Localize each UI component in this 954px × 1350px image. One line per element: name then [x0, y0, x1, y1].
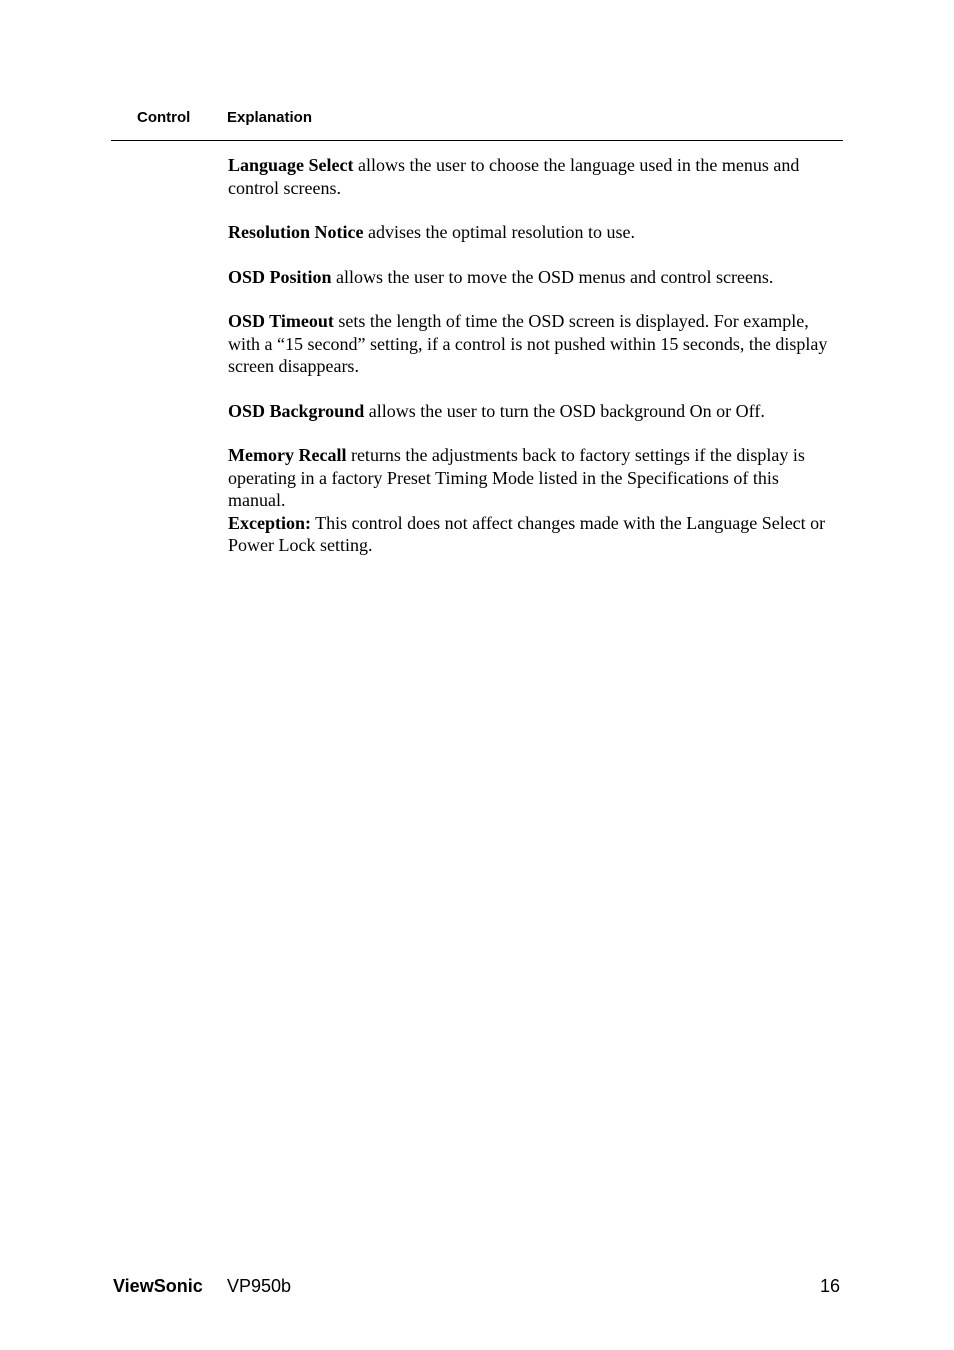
entry-text: advises the optimal resolution to use.: [363, 222, 635, 242]
entry-osd-background: [228, 400, 840, 423]
entry-memory-recall: [228, 444, 840, 512]
entry-term: Resolution Notice: [228, 222, 364, 242]
entry-term: Language Select: [228, 155, 354, 175]
entry-term: OSD Background: [228, 400, 365, 421]
entry-text: This control does not affect changes made with the Language Select or Power Lock setting.: [228, 512, 826, 555]
entry-text: allows the user to move the OSD menus and control screens.: [331, 266, 774, 287]
entry-term: Exception:: [228, 512, 311, 533]
header-divider: [111, 140, 843, 141]
entry-exception: [228, 512, 840, 557]
entry-text: sets the length of time the OSD screen is displayed. For example, with a “15 second” setting, if a control is not pushed within 15 seconds, the display screen disappears.: [228, 311, 828, 376]
table-header: [0, 109, 954, 129]
entry-text: returns the adjustments back to factory settings if the display is operating in a factory Preset Timing Mode listed in the Specifications of this manual.: [228, 445, 805, 510]
entry-osd-timeout: [228, 310, 840, 378]
column-header-explanation: Explanation: [227, 109, 313, 126]
entry-language-select: [228, 154, 840, 199]
footer-model: VP950b: [227, 1276, 292, 1296]
entry-term: Memory Recall: [228, 445, 347, 465]
page-footer: [0, 1276, 954, 1300]
entry-term: OSD Position: [228, 266, 332, 287]
column-header-control: Control: [137, 109, 191, 126]
entry-resolution-notice: [228, 221, 840, 244]
footer-brand: ViewSonic: [113, 1276, 203, 1296]
entry-osd-position: [228, 266, 840, 289]
explanation-content: [228, 154, 840, 557]
entry-term: OSD Timeout: [228, 311, 334, 331]
entry-text: allows the user to turn the OSD background On or Off.: [364, 400, 765, 421]
entry-text: allows the user to choose the language used in the menus and control screens.: [228, 155, 800, 198]
page-number: 16: [819, 1276, 840, 1296]
